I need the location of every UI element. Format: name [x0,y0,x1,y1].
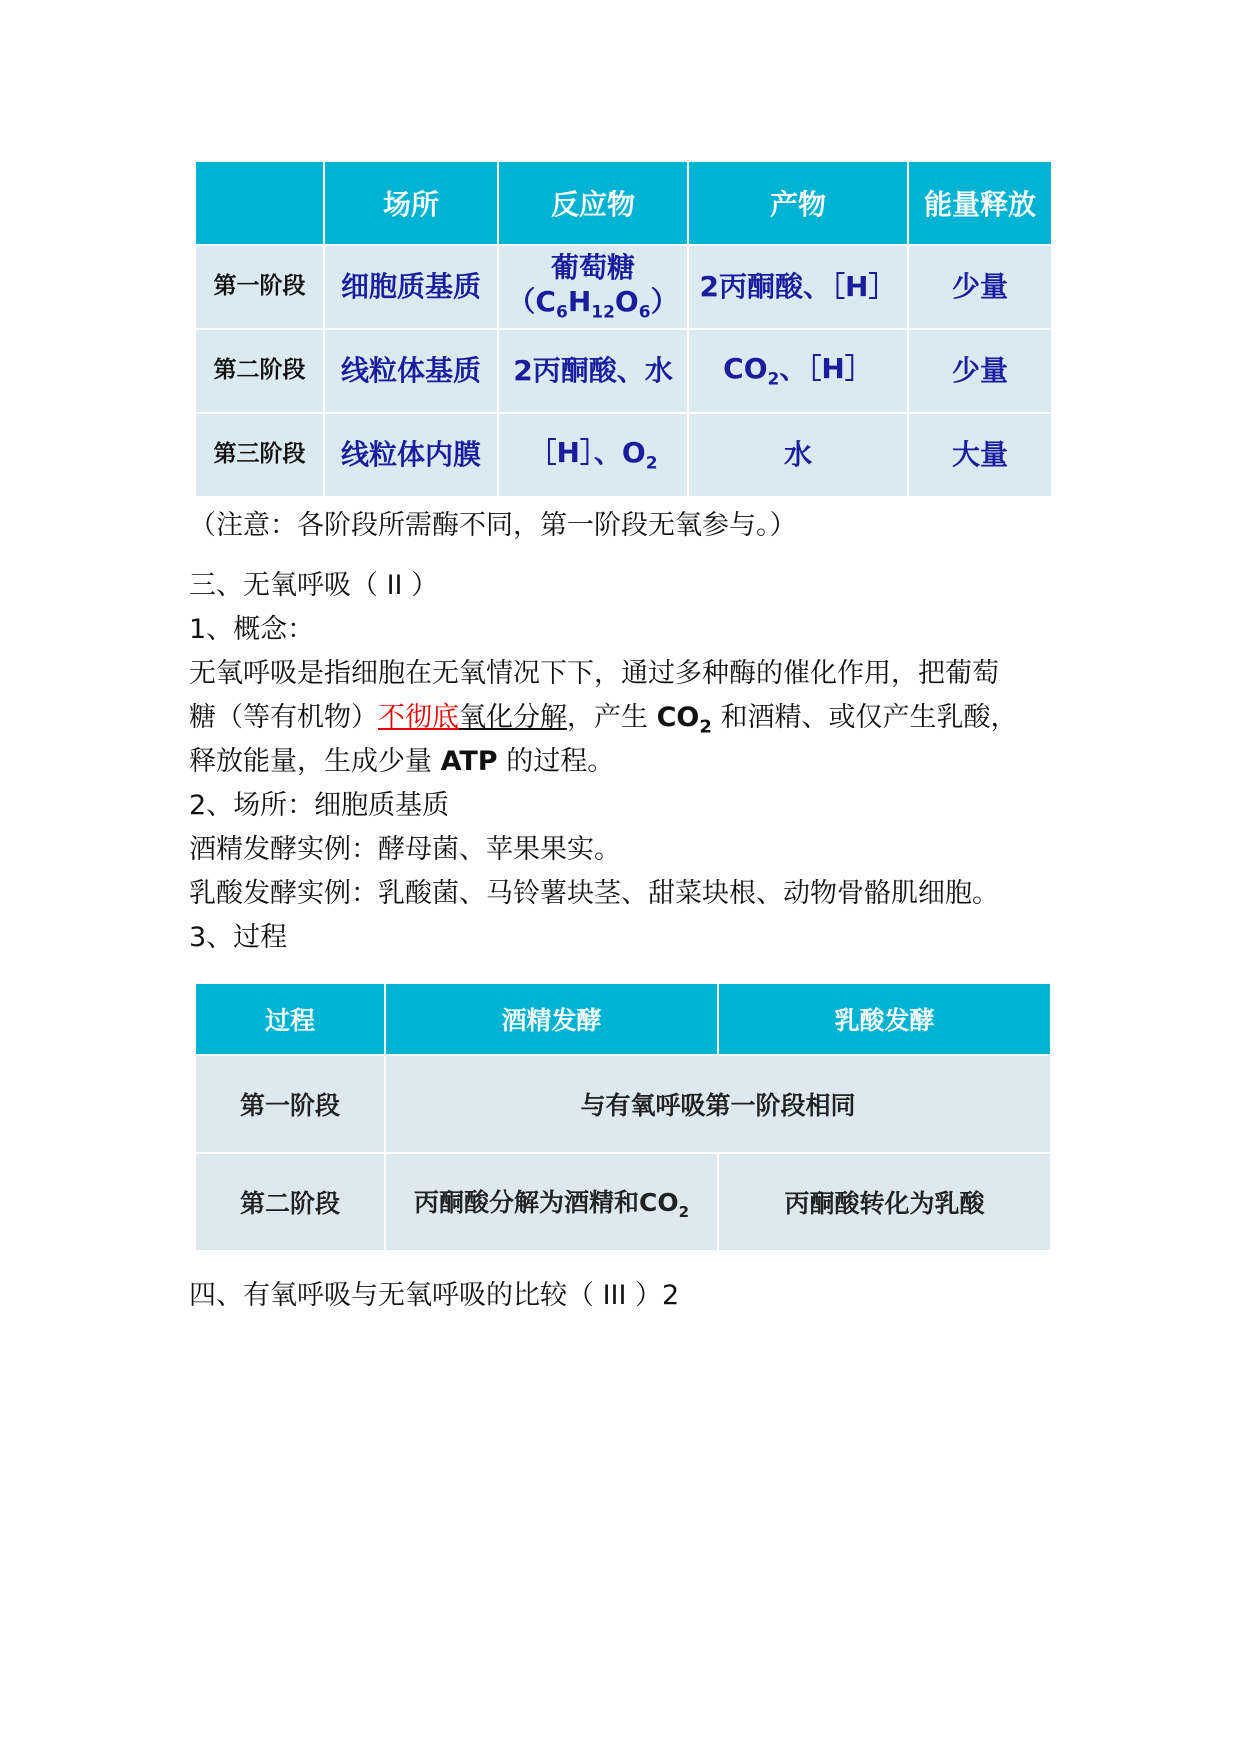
header-process: 过程 [195,983,385,1055]
header-place: 场所 [324,161,498,245]
header-energy: 能量释放 [908,161,1052,245]
table-row [195,1055,1051,1153]
header-alcohol: 酒精发酵 [385,983,718,1055]
place-cell: 线粒体内膜 [324,413,498,497]
concept-line-1: 无氧呼吸是指细胞在无氧情况下下，通过多种酶的催化作用，把葡萄 [189,658,999,689]
reactant-cell [498,245,688,329]
emphasis-incomplete: 不彻底 [378,702,459,733]
section-4-heading: 四、有氧呼吸与无氧呼吸的比较（ III ）2 [189,1280,680,1311]
product-cell: 2丙酮酸、［H］ [688,245,908,329]
anaerobic-process-table [194,982,1052,1252]
table-header-row [195,983,1051,1055]
item-3-process: 3、过程 [189,922,288,953]
emphasis-oxidation: 氧化分解 [459,702,567,733]
reactant-formula: $(C_6H_{12}O_6)$ [507,284,679,323]
reactant-cell: ［H］、$O_2$ [498,413,688,497]
item-1-concept: 1、概念： [189,614,315,645]
alcohol-cell: 丙酮酸分解为酒精和$CO_2$ [385,1153,718,1251]
header-lactic: 乳酸发酵 [718,983,1051,1055]
place-cell: 细胞质基质 [324,245,498,329]
product-cell: $CO_2$、［H］ [688,329,908,413]
header-reactant: 反应物 [498,161,688,245]
lactic-cell: 丙酮酸转化为乳酸 [718,1153,1051,1251]
product-cell: 水 [688,413,908,497]
section-3-heading: 三、无氧呼吸（ II ） [189,570,439,601]
merged-cell: 与有氧呼吸第一阶段相同 [385,1055,1051,1153]
aerobic-stages-table [194,160,1053,498]
table-header-row [195,161,1052,245]
note-text: （注意：各阶段所需酶不同，第一阶段无氧参与。） [189,510,797,541]
header-product: 产物 [688,161,908,245]
item-2-place: 2、场所：细胞质基质 [189,790,450,821]
stage-label: 第一阶段 [195,1055,385,1153]
reactant-cell: 2丙酮酸、水 [498,329,688,413]
concept-line-3: 释放能量，生成少量 ATP 的过程。 [189,746,615,777]
table-row [195,329,1052,413]
lactic-examples: 乳酸发酵实例：乳酸菌、马铃薯块茎、甜菜块根、动物骨骼肌细胞。 [189,878,999,909]
header-blank [195,161,324,245]
alcohol-examples: 酒精发酵实例：酵母菌、苹果果实。 [189,834,621,865]
energy-cell: 少量 [908,329,1052,413]
place-cell: 线粒体基质 [324,329,498,413]
stage-label: 第二阶段 [195,1153,385,1251]
concept-line-2: 糖（等有机物）不彻底氧化分解，产生 $CO_2$ 和酒精、或仅产生乳酸， [189,702,1018,738]
stage-label: 第二阶段 [195,329,324,413]
energy-cell: 大量 [908,413,1052,497]
energy-cell: 少量 [908,245,1052,329]
table-row [195,245,1052,329]
table-row [195,413,1052,497]
stage-label: 第一阶段 [195,245,324,329]
stage-label: 第三阶段 [195,413,324,497]
table-row [195,1153,1051,1251]
reactant-glucose: 葡萄糖 [550,251,635,285]
